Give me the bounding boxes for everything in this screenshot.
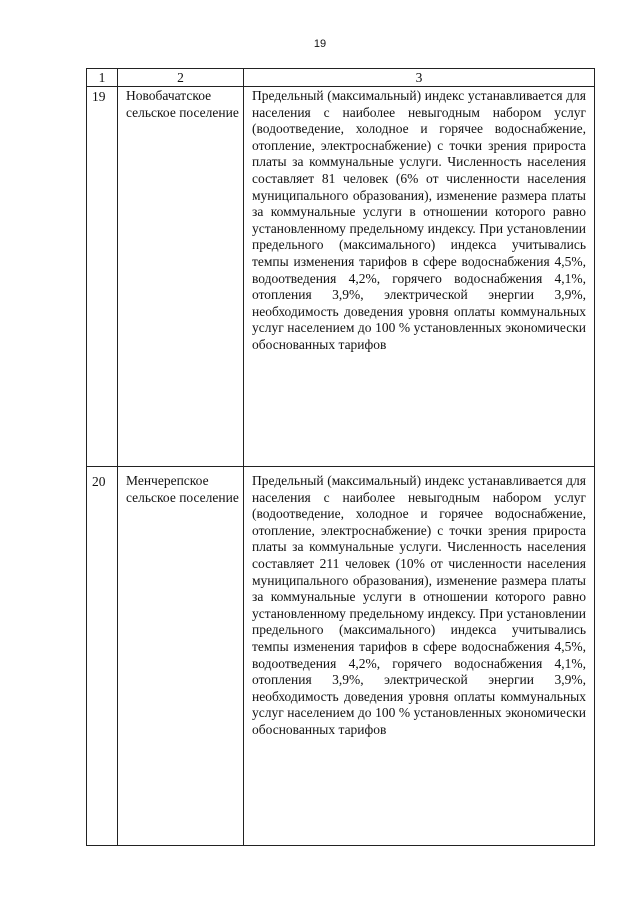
- index-description: Предельный (максимальный) индекс устанавливается для населения с наиболее невыгодным набором услуг (водоотведение, холодное и горячее водоснабжение, отопление, электроснабжение) с точки зрения прироста платы за коммунальные услуги. Численность населения составляет 81 человек (6% от численности населения муниципального образования), изменение размера платы за коммунальные услуги в отношении которого равно установленному предельному индексу. При установлении предельного (максимального) индекса учитывались темпы изменения тарифов в сфере водоснабжения 4,5%, водоотведения 4,2%, горячего водоснабжения 4,1%, отопления 3,9%, электрической энергии 3,9%, необходимость доведения уровня оплаты коммунальных услуг населением до 100 % установленных экономически обоснованных тарифов: [252, 88, 586, 352]
- tariff-table: [86, 68, 595, 846]
- header-divider: [87, 86, 594, 87]
- column-header-3: 3: [415, 70, 423, 85]
- row-number: 19: [92, 89, 106, 104]
- row-number: 20: [92, 474, 106, 489]
- settlement-name: Менчерепское сельское поселение: [126, 473, 239, 505]
- column-header-1: 1: [98, 70, 106, 85]
- settlement-name: Новобачатское сельское поселение: [126, 88, 239, 120]
- index-description: Предельный (максимальный) индекс устанавливается для населения с наиболее невыгодным набором услуг (водоотведение, холодное и горячее водоснабжение, отопление, электроснабжение) с точки зрения прироста платы за коммунальные услуги. Численность населения составляет 211 человек (10% от численности населения муниципального образования), изменение размера платы за коммунальные услуги в отношении которого равно установленному предельному индексу. При установлении предельного (максимального) индекса учитывались темпы изменения тарифов в сфере водоснабжения 4,5%, водоотведения 4,2%, горячего водоснабжения 4,1%, отопления 3,9%, электрической энергии 3,9%, необходимость доведения уровня оплаты коммунальных услуг населением до 100 % установленных экономически обоснованных тарифов: [252, 473, 586, 737]
- page-number: 19: [313, 38, 327, 50]
- column-header-2: 2: [177, 70, 184, 85]
- column-divider: [243, 69, 244, 845]
- column-divider: [117, 69, 118, 845]
- row-divider: [87, 466, 594, 467]
